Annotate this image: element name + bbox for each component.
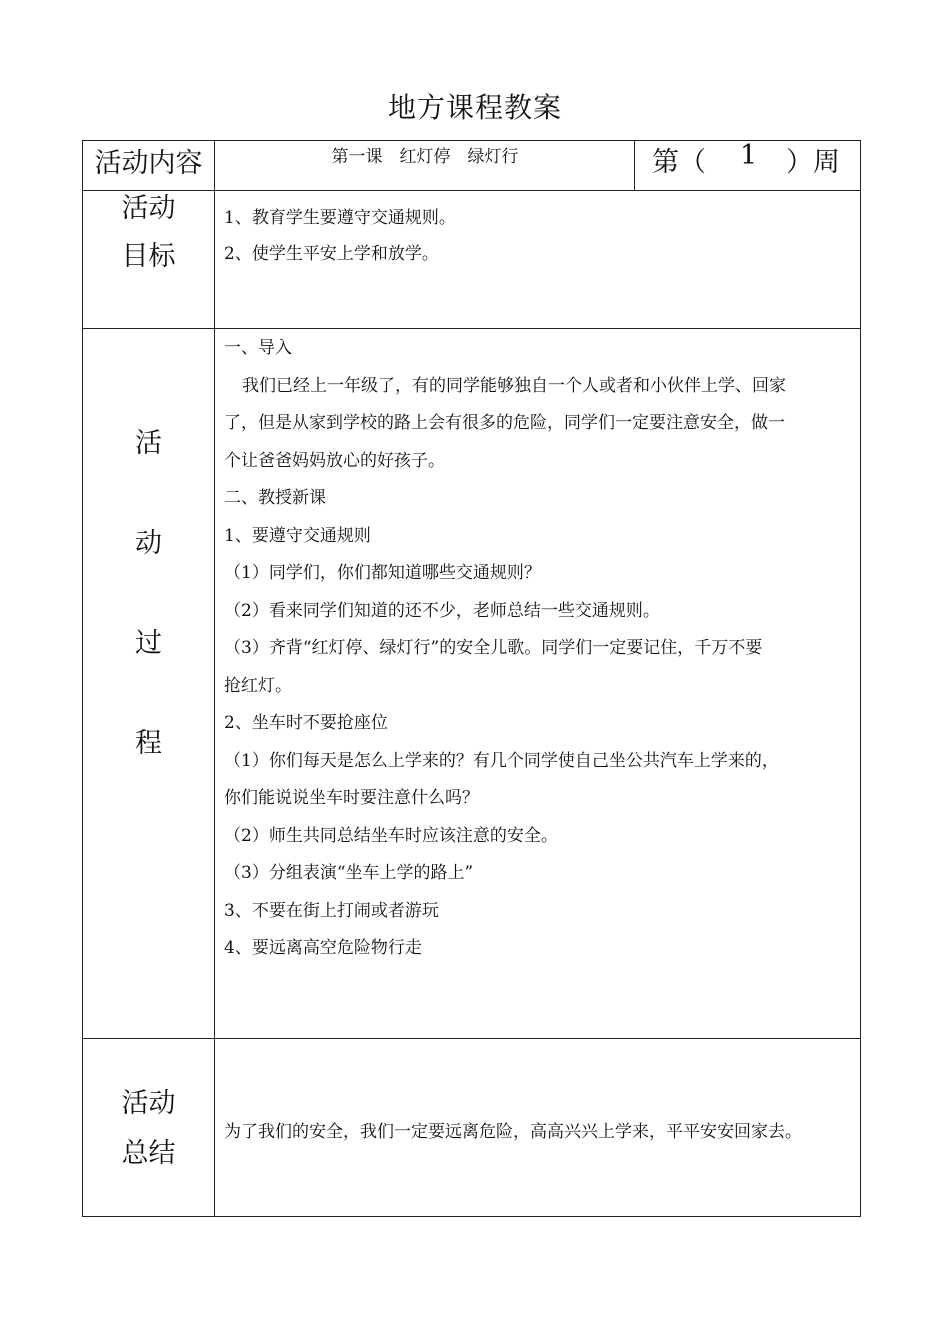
process-line: 1、要遵守交通规则 [224,525,371,546]
summary-line: 为了我们的安全，我们一定要远离危险，高高兴兴上学来，平平安安回家去。 [224,1122,802,1142]
process-line: 一、导入 [224,338,292,358]
process-line: （3）齐背“红灯停、绿灯行”的安全儿歌。同学们一定要记住，千万不要 [224,638,763,658]
summary-label-line1: 活动 [121,1088,176,1119]
process-line: 2、坐车时不要抢座位 [224,713,388,733]
activity-content-label: 活动内容 [94,148,203,179]
process-label-char: 活 [135,428,162,459]
row-divider-process [82,1038,861,1039]
summary-text [224,1117,854,1147]
page-title: 地方课程教案 [387,91,562,124]
process-label-char: 程 [135,728,162,759]
lesson-title: 第一课 红灯停 绿灯行 [331,147,519,167]
process-content [224,330,854,968]
process-line: （1）同学们，你们都知道哪些交通规则？ [224,563,541,583]
objective-item: 2、使学生平安上学和放学。 [224,244,439,264]
objective-item: 1、教育学生要遵守交通规则。 [224,208,456,228]
label-column-divider [214,140,215,1217]
row-divider-objectives [82,328,861,329]
process-label-char: 过 [135,628,162,659]
objectives-content [224,200,854,272]
process-line: 你们能说说坐车时要注意什么吗？ [224,788,479,808]
process-line: （3）分组表演“坐车上学的路上” [224,863,474,883]
process-label-char: 动 [135,528,162,559]
process-line: （2）师生共同总结坐车时应该注意的安全。 [224,825,558,846]
process-line: （1）你们每天是怎么上学来的？有几个同学使自己坐公共汽车上学来的， [224,750,779,771]
process-line: （2）看来同学们知道的还不少，老师总结一些交通规则。 [224,600,660,621]
process-line: 3、不要在街上打闹或者游玩 [224,900,439,921]
summary-label-line2: 总结 [121,1138,176,1169]
week-prefix: 第（ [652,147,706,178]
process-line: 个让爸爸妈妈放心的好孩子。 [224,450,445,471]
process-line: 了，但是从家到学校的路上会有很多的危险，同学们一定要注意安全，做一 [224,413,785,433]
week-suffix: ）周 [786,147,840,178]
week-number: 1 [740,140,758,171]
process-line: 二、教授新课 [224,488,326,508]
process-line: 抢红灯。 [224,675,292,696]
objectives-label-line1: 活动 [121,193,176,224]
process-line: 我们已经上一年级了，有的同学能够独自一个人或者和小伙伴上学、回家 [242,375,786,396]
objectives-label-line2: 目标 [121,241,176,272]
process-line: 4、要远离高空危险物行走 [224,938,422,958]
